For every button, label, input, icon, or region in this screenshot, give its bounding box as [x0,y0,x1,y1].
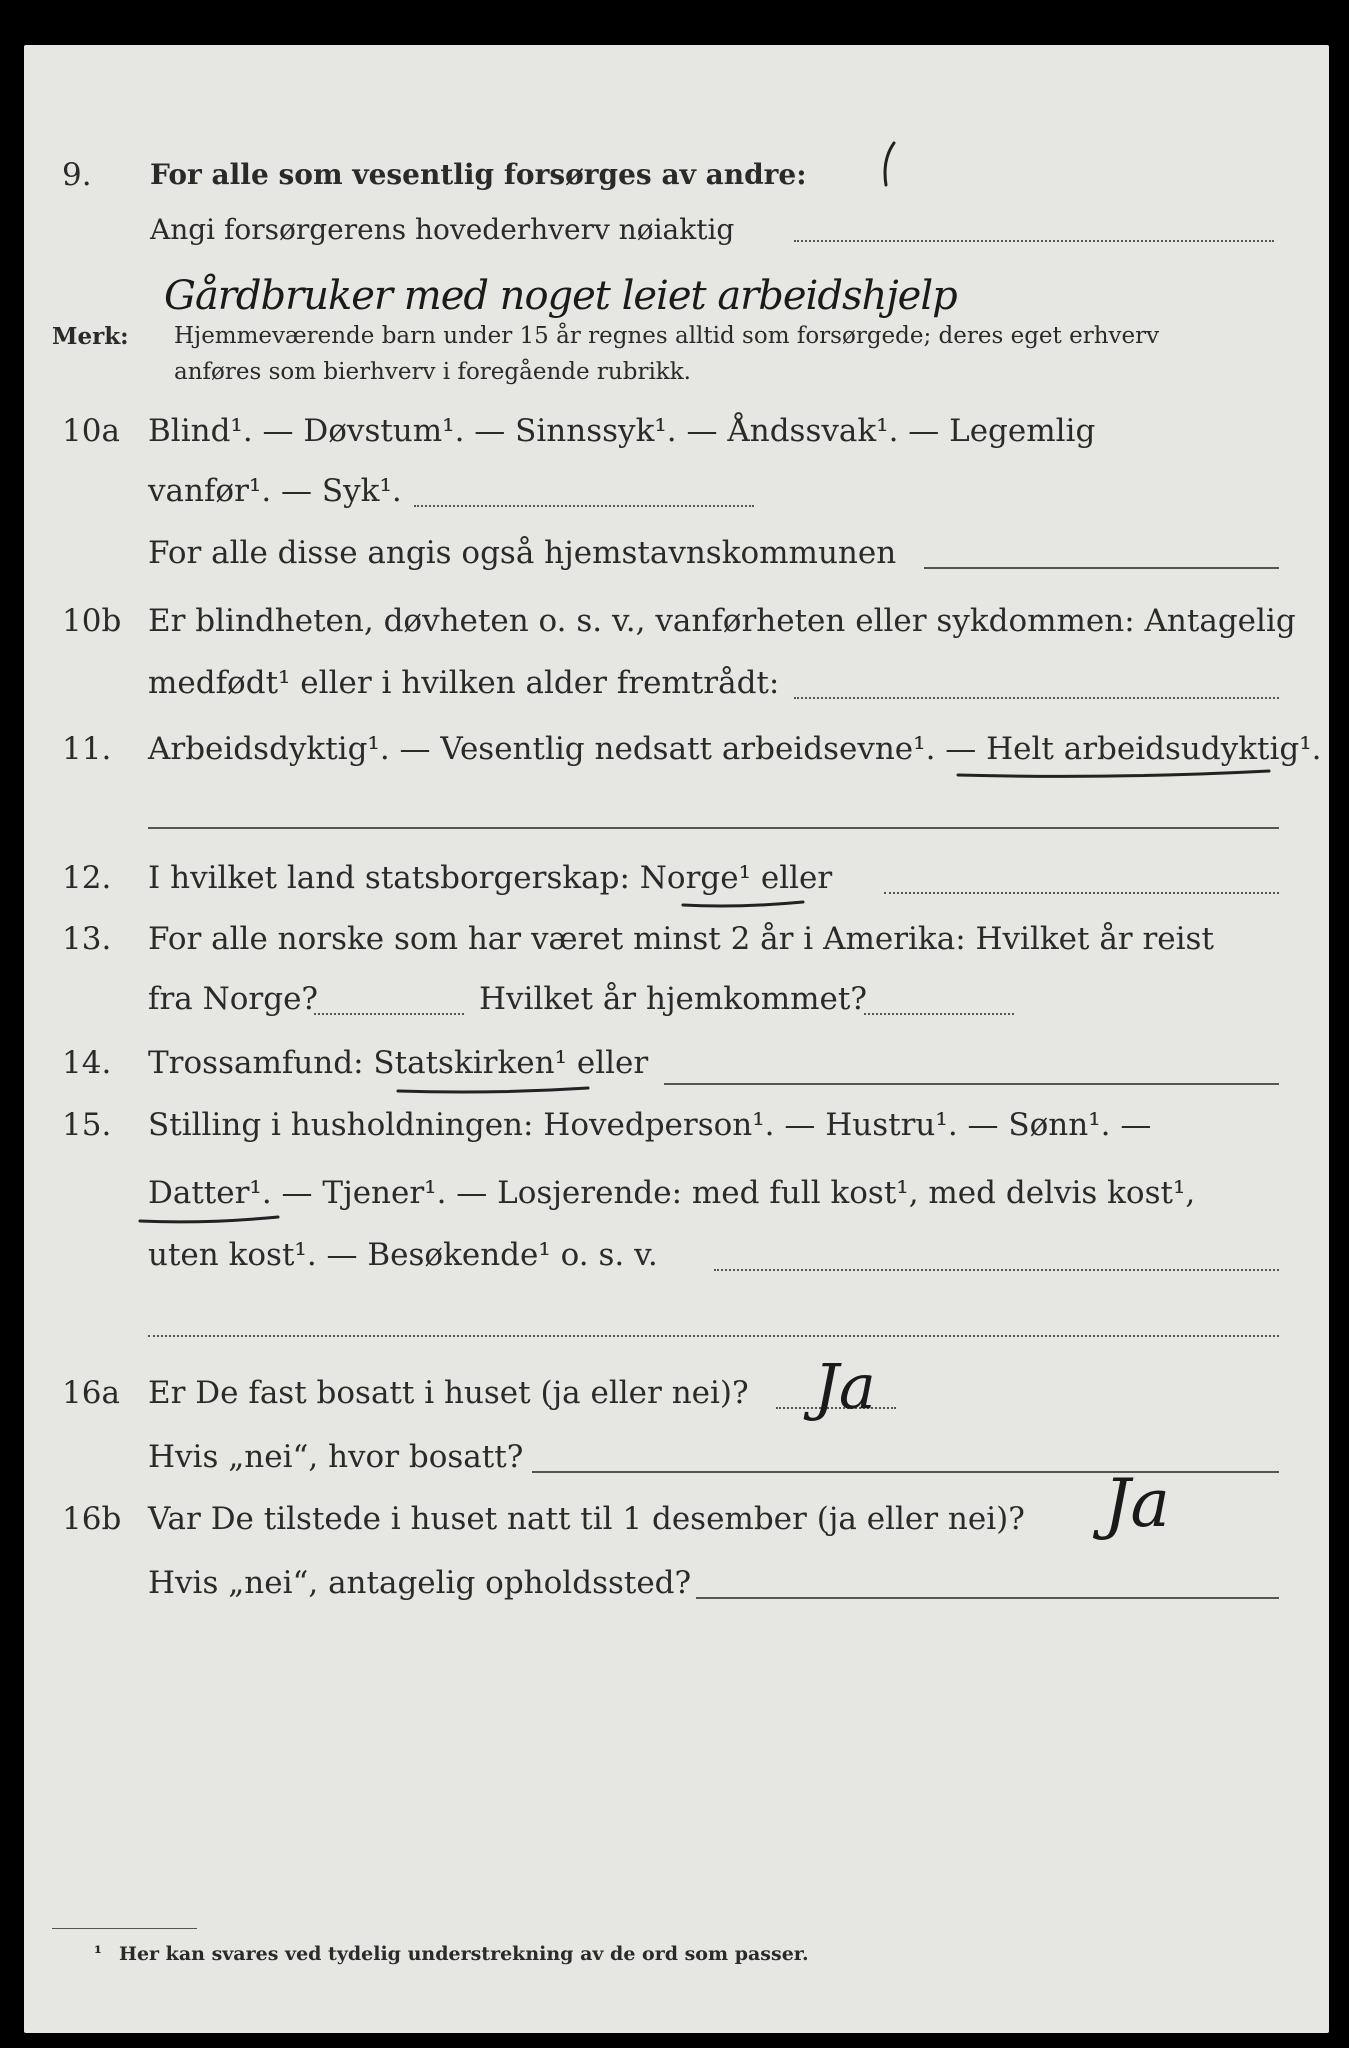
q16a-line-1: Er De fast bosatt i huset (ja eller nei)? [148,1375,749,1411]
q13-right-line [864,1013,1014,1015]
merk-line-1: Hjemmeværende barn under 15 år regnes alltid som forsørgede; deres eget erhverv [174,323,1160,349]
q10b-number: 10b [62,603,122,639]
q11-blank-line [148,827,1279,829]
handwritten-mark [874,135,904,205]
q12-answer-line [884,892,1279,894]
q10b-line-1: Er blindheten, døvheten o. s. v., vanførheten eller sykdommen: Antagelig [148,603,1296,639]
q10a-line-1: Blind¹. — Døvstum¹. — Sinnssyk¹. — Åndssvak¹. — Legemlig [148,413,1096,449]
q12-prompt: I hvilket land statsborgerskap: [148,860,640,896]
q14-number: 14. [62,1045,112,1081]
footnote-text: Her kan svares ved tydelig understrekning av de ord som passer. [119,1943,809,1965]
q9-title: For alle som vesentlig forsørges av andre: [150,158,807,191]
q11-underline [954,765,1274,785]
q15-selected-option[interactable]: Datter¹. [148,1175,272,1211]
q15-options: — Tjener¹. — Losjerende: med full kost¹, med delvis kost¹, [271,1175,1196,1211]
q11-number: 11. [62,731,112,767]
q14-underline [394,1083,594,1099]
q9-number: 9. [62,157,92,193]
q10a-answer-line [414,505,754,507]
q12-line [148,860,832,896]
q16b-line-2: Hvis „nei“, antagelig opholdssted? [148,1565,692,1601]
q15-line-2 [148,1175,1195,1211]
q10a-line-2: vanfør¹. — Syk¹. [148,473,402,509]
q14-line [148,1045,648,1081]
q10b-line-2: medfødt¹ eller i hvilken alder fremtrådt: [148,665,780,701]
footnote-rule [52,1928,197,1929]
q13-left-line [314,1013,464,1015]
q13-line-2b: Hvilket år hjemkommet? [479,981,867,1017]
q14-prompt: Trossamfund: [148,1045,374,1081]
q13-number: 13. [62,921,112,957]
q12-or: eller [751,860,833,896]
q15-blank-line [148,1335,1279,1337]
q16a-handwritten-answer[interactable]: Ja [814,1350,876,1423]
q16b-opholdssted-line [696,1597,1279,1599]
q15-line-3: uten kost¹. — Besøkende¹ o. s. v. [148,1237,658,1273]
q11-options: Arbeidsdyktig¹. — Vesentlig nedsatt arbeidsevne¹. — [148,731,987,767]
footnote-mark: ¹ [94,1943,102,1964]
merk-line-2: anføres som bierhverv i foregående rubrikk. [174,359,691,385]
q16b-number: 16b [62,1501,122,1537]
q12-underline [679,897,809,913]
q9-prompt: Angi forsørgerens hovederhverv nøiaktig [150,213,735,246]
q9-answer-line [794,240,1274,242]
q10a-hjemstavn-line [924,567,1279,569]
q14-answer-line [664,1083,1279,1085]
q15-answer-line [714,1269,1279,1271]
q11-line [148,731,1322,767]
q13-line-1: For alle norske som har været minst 2 år i Amerika: Hvilket år reist [148,921,1214,957]
q15-number: 15. [62,1107,112,1143]
q16b-handwritten-answer[interactable]: Ja [1104,1465,1170,1542]
q15-underline [134,1211,284,1229]
q14-selected-option[interactable]: Statskirken¹ [373,1045,567,1081]
q16a-number: 16a [62,1375,120,1411]
q10a-number: 10a [62,413,120,449]
merk-label: Merk: [52,323,129,350]
q10a-line-3: For alle disse angis også hjemstavnskommunen [148,535,897,571]
q16a-line-2: Hvis „nei“, hvor bosatt? [148,1439,524,1475]
q15-line-1: Stilling i husholdningen: Hovedperson¹. — Hustru¹. — Sønn¹. — [148,1107,1152,1143]
q12-number: 12. [62,860,112,896]
q13-line-2a: fra Norge? [148,981,319,1017]
q14-or: eller [567,1045,649,1081]
q9-handwritten-answer[interactable]: Gårdbruker med noget leiet arbeidshjelp [164,273,957,319]
q10b-answer-line [794,697,1279,699]
q16b-line-1: Var De tilstede i huset natt til 1 desember (ja eller nei)? [148,1501,1025,1537]
q11-selected-option[interactable]: Helt arbeidsudyktig¹. [986,731,1322,767]
q12-selected-option[interactable]: Norge¹ [639,860,752,896]
census-form-page [24,45,1329,2033]
